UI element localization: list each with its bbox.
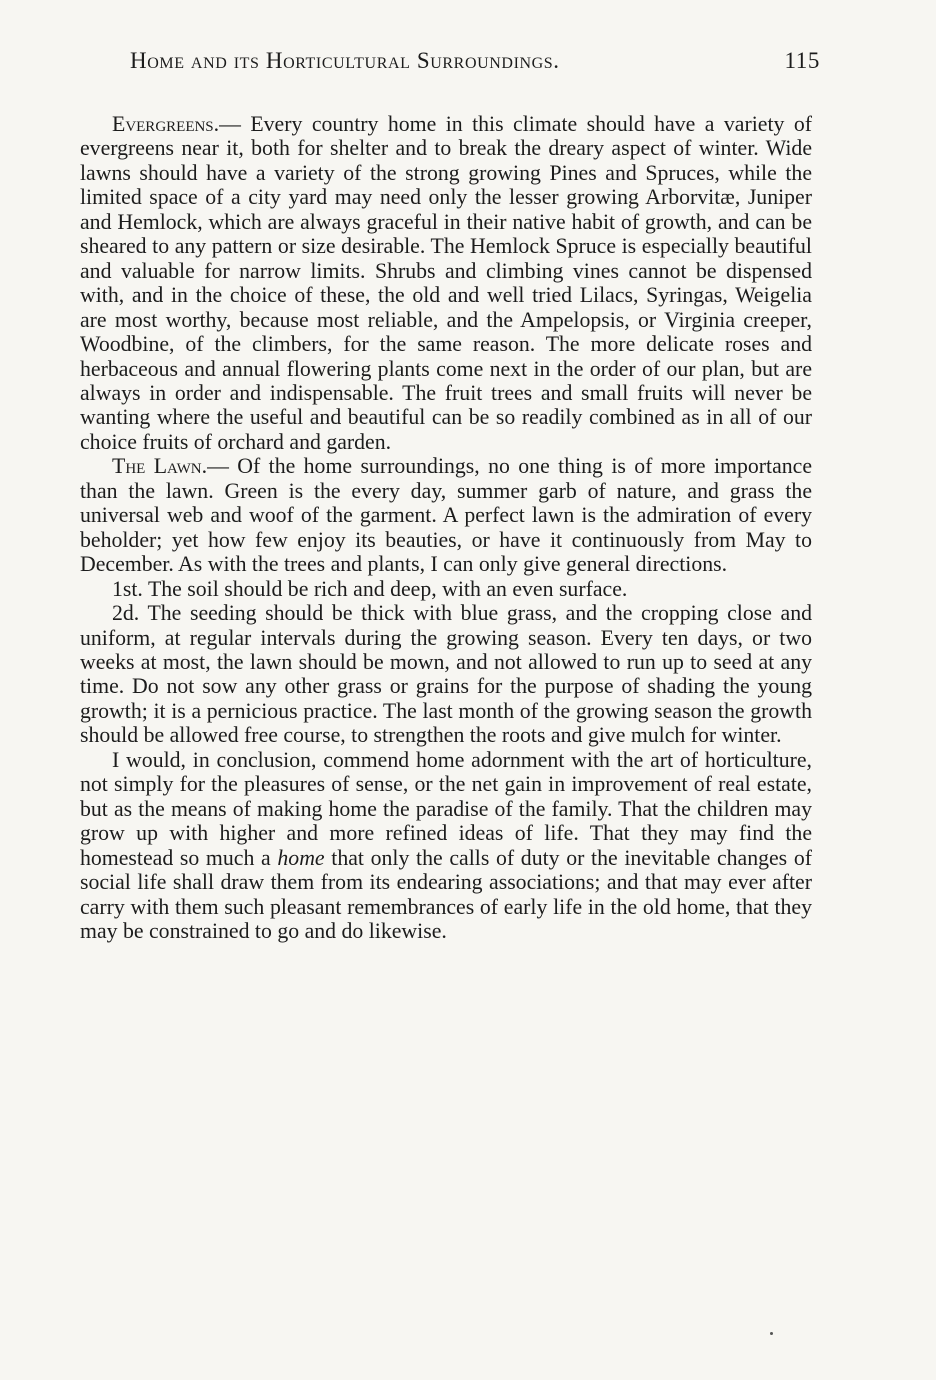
list-item-1: 1st. The soil should be rich and deep, with an even surface. [112,576,628,601]
evergreens-heading: Evergreens. [112,112,220,136]
list-item-2: 2d. The seeding should be thick with blue grass, and the cropping close and uniform, at regular intervals during the growing season. Every ten days, or two weeks at most, the lawn should be mown, and not allowed to run up to seed at any time. Do not sow any other grass or grains for the purpose of shading the young growth; it is a pernicious practice. The last month of the growing season the growth should be allowed free course, to strengthen the roots and give mulch for winter. [80,601,812,748]
conclusion-paragraph [80,748,812,944]
conclusion-text-before: I would, in conclusion, commend home adornment with the art of horticulture, not simply for the pleasures of sense, or the net gain in improvement of real estate, but as the means of making home the paradise of the family. That the children may grow up with higher and more refined ideas of life. That they may find the homestead so much a [80,747,812,870]
evergreens-text: — Every country home in this climate should have a variety of evergreens near it, both for shelter and to break the dreary aspect of winter. Wide lawns should have a variety of the strong growing Pines and Spruces, while the limited space of a city yard may need only the lesser growing Arborvitæ, Juniper and Hemlock, which are always graceful in their native habit of growth, and can be sheared to any pattern or size desirable. The Hemlock Spruce is especially beautiful and valuable for narrow limits. Shrubs and climbing vines cannot be dispensed with, and in the choice of these, the old and well tried Lilacs, Syringas, Weigelia are most worthy, because most reliable, and the Ampelopsis, or Virginia creeper, Woodbine, of the climbers, for the same reason. The more delicate roses and herbaceous and annual flowering plants come next in the order of our plan, but are always in order and indispensable. The fruit trees and small fruits will never be wanting where the useful and beautiful can be so readily combined as in all of our choice fruits of orchard and garden. [80,112,812,454]
running-title: Home and its Horticultural Surroundings. [130,48,560,73]
page-header [130,48,820,74]
conclusion-text-after: that only the calls of duty or the inevitable changes of social life shall draw them from its endearing associations; and that may ever after carry with them such pleasant remembrances of early life in the old home, that they may be constrained to go and do likewise. [80,845,812,943]
evergreens-paragraph [80,112,812,454]
conclusion-emphasis: home [277,845,325,870]
print-speck [770,1332,773,1335]
lawn-heading: The Lawn. [112,454,208,479]
page-body [80,112,812,943]
lawn-text: — Of the home surroundings, no one thing is of more importance than the lawn. Green is the every day, summer garb of nature, and grass the universal web and woof of the garment. A perfect lawn is the admiration of every beholder; yet how few enjoy its beauties, or have it continuously from May to December. As with the trees and plants, I can only give general directions. [80,454,812,577]
page-number: 115 [784,48,820,73]
lawn-paragraph [80,454,812,576]
